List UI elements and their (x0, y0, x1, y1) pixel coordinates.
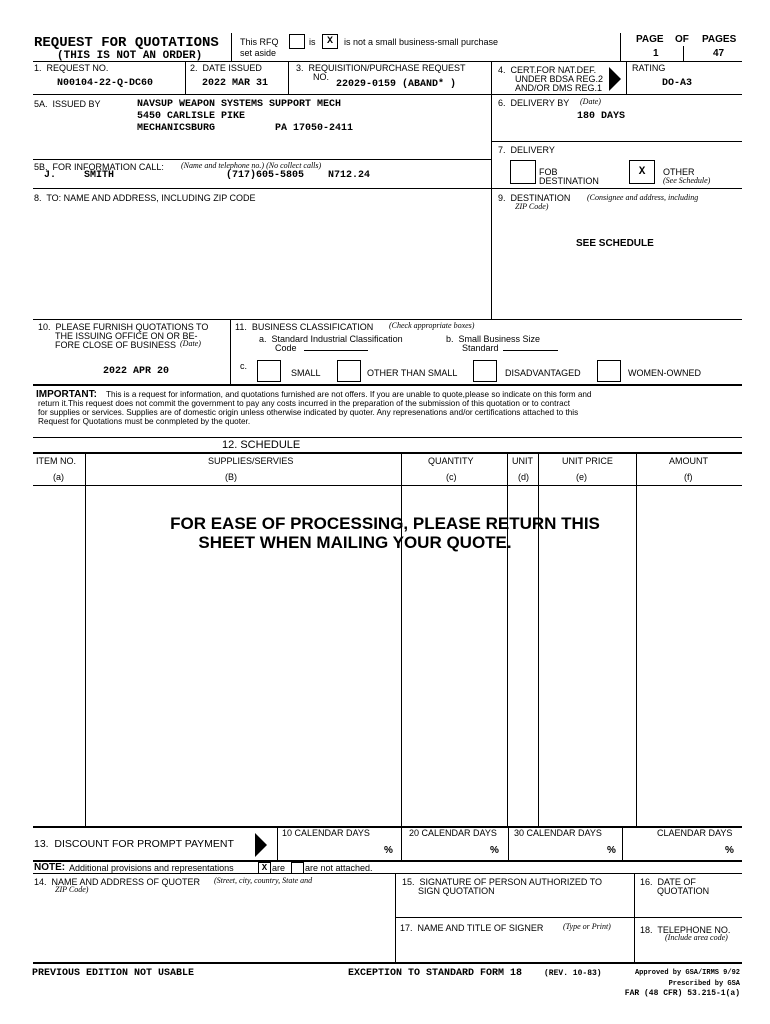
rfq-this-label: This RFQ (240, 37, 279, 47)
furnish-date: 2022 APR 20 (103, 366, 170, 377)
request-no-label: 1. REQUEST NO. (34, 63, 109, 73)
business-class-note: (Check appropriate boxes) (389, 321, 475, 330)
requisition-no-label: NO. (313, 72, 330, 82)
form-revision: (REV. 10-83) (544, 969, 602, 978)
destination: SEE SCHEDULE (576, 238, 654, 249)
column-divider (85, 452, 86, 827)
divider (230, 319, 231, 384)
divider (288, 61, 289, 94)
rule (33, 159, 491, 160)
form-subtitle: (THIS IS NOT AN ORDER) (57, 50, 203, 62)
rating-label: RATING (632, 63, 666, 73)
date-of-quotation-label-2: QUOTATION (657, 886, 710, 896)
column-sub-item-no: (a) (53, 472, 64, 482)
c-label: c. (240, 361, 248, 371)
delivery-by: 180 DAYS (577, 111, 626, 122)
sic-code-label: Code (275, 343, 297, 353)
column-header-amount: AMOUNT (669, 456, 708, 466)
of-label: OF (675, 34, 689, 45)
divider (231, 33, 232, 61)
important-line-1: This is a request for information, and quotations furnished are not offers. If you are unable to quote,please so indicate on this form and (106, 390, 592, 399)
pages-total: 47 (713, 48, 725, 59)
column-divider (636, 452, 637, 827)
pages-label: PAGES (702, 34, 737, 45)
cert-label-3: AND/OR DMS REG.1 (515, 83, 603, 93)
rfq-set-aside-label: set aside (240, 48, 277, 58)
cert-label-1: 4. CERT.FOR NAT.DEF. (498, 65, 597, 75)
divider (491, 61, 492, 319)
rule (395, 917, 742, 918)
signature-label-2: SIGN QUOTATION (418, 886, 495, 896)
are-not-attached-label: are not attached. (305, 863, 373, 873)
rule (33, 188, 742, 189)
info-name-initial: J. (44, 170, 57, 181)
destination-label: 9. DESTINATION (498, 193, 571, 203)
delivery-by-label: 6. DELIVERY BY (498, 98, 570, 108)
delivery-by-note: (Date) (580, 97, 601, 106)
rule (33, 860, 742, 862)
rule (33, 485, 742, 486)
other-label: OTHER (663, 167, 695, 177)
return-notice-line-2: SHEET WHEN MAILING YOUR QUOTE. (198, 533, 512, 552)
small-checkbox[interactable] (257, 360, 281, 382)
issued-by-state-zip: PA 17050-2411 (275, 123, 354, 134)
column-sub-unit: (d) (518, 472, 529, 482)
column-divider (401, 452, 402, 827)
form-name: EXCEPTION TO STANDARD FORM 18 (348, 968, 523, 979)
divider (277, 826, 278, 860)
divider (683, 46, 684, 61)
quoter-label: 14. NAME AND ADDRESS OF QUOTER (34, 877, 201, 887)
page-label: PAGE (636, 34, 664, 45)
signature-label-1: 15. SIGNATURE OF PERSON AUTHORIZED TO (402, 877, 603, 887)
divider (622, 826, 623, 860)
rule (33, 437, 742, 438)
size-standard-label: b. Small Business Size (446, 334, 541, 344)
discount-label: 13. DISCOUNT FOR PROMPT PAYMENT (34, 838, 234, 850)
cert-label-2: UNDER BDSA REG.2 (515, 74, 604, 84)
discount-10-days-label: 10 CALENDAR DAYS (282, 828, 370, 838)
info-extension: N712.24 (328, 170, 371, 181)
fob-destination-label: DESTINATION (539, 176, 599, 186)
quoter-note-1: (Street, city, country, State and (214, 876, 313, 885)
discount-20-days-label: 20 CALENDAR DAYS (409, 828, 497, 838)
column-sub-quantity: (c) (446, 472, 457, 482)
divider (401, 826, 402, 860)
size-standard-sub-label: Standard (462, 343, 499, 353)
column-header-supplies: SUPPLIES/SERVIES (208, 456, 294, 466)
discount-20-days-percent: % (490, 845, 499, 856)
rule (33, 319, 742, 320)
column-sub-unit-price: (e) (576, 472, 587, 482)
sic-label: a. Standard Industrial Classification (259, 334, 403, 344)
business-class-label: 11. BUSINESS CLASSIFICATION (235, 322, 374, 332)
return-notice-line-1: FOR EASE OF PROCESSING, PLEASE RETURN THIS (170, 514, 600, 533)
rfq-is-label: is (309, 37, 316, 47)
date-of-quotation-label-1: 16. DATE OF (640, 877, 696, 887)
rule (33, 61, 742, 62)
issued-by-line-2: 5450 CARLISLE PIKE (137, 111, 246, 122)
other-than-small-checkbox[interactable] (337, 360, 361, 382)
approved-by: Approved by GSA/IRMS 9/92 (634, 969, 740, 977)
date-issued: 2022 MAR 31 (202, 78, 269, 89)
delivery-label: 7. DELIVERY (498, 145, 555, 155)
discount-other-days-percent: % (725, 845, 734, 856)
telephone-label: 18. TELEPHONE NO. (640, 925, 731, 935)
column-header-item-no: ITEM NO. (36, 456, 76, 466)
women-owned-label: WOMEN-OWNED (628, 368, 701, 378)
prescribed-by: Prescribed by GSA (668, 980, 740, 988)
are-label: are (272, 863, 286, 873)
important-line-2: return it.This request does not commit the government to pay any costs incurred in the preparation of the submission of this quotation or to contract (38, 399, 571, 408)
column-header-unit: UNIT (512, 456, 533, 466)
destination-note-1: (Consignee and address, including (587, 193, 699, 202)
destination-note-2: ZIP Code) (515, 202, 549, 211)
furnish-label-3: FORE CLOSE OF BUSINESS (55, 340, 177, 350)
discount-30-days-percent: % (607, 845, 616, 856)
discount-30-days-label: 30 CALENDAR DAYS (514, 828, 602, 838)
rfq-is-not-label: is not a small business-small purchase (344, 37, 499, 47)
divider (626, 61, 627, 94)
arrow-right-icon (255, 833, 267, 857)
other-than-small-label: OTHER THAN SMALL (367, 368, 458, 378)
disadvantaged-label: DISADVANTAGED (505, 368, 581, 378)
issued-by-line-1: NAVSUP WEAPON SYSTEMS SUPPORT MECH (137, 99, 342, 110)
info-name: SMITH (84, 170, 115, 181)
furnish-note: (Date) (180, 339, 201, 348)
sic-code-input[interactable] (304, 350, 368, 351)
issued-by-label: 5A. ISSUED BY (34, 99, 101, 109)
requisition-no: 22029-0159 (ABAND* ) (336, 79, 457, 90)
are-attached-checkbox[interactable]: X (258, 862, 271, 874)
size-standard-input[interactable] (503, 350, 558, 351)
furnish-label-1: 10. PLEASE FURNISH QUOTATIONS TO (38, 322, 209, 332)
not-set-aside-checkbox[interactable]: X (322, 34, 338, 49)
page-number: 1 (653, 48, 659, 59)
other-note: (See Schedule) (663, 176, 711, 185)
column-divider (507, 452, 508, 827)
disadvantaged-checkbox[interactable] (473, 360, 497, 382)
signer-label: 17. NAME AND TITLE OF SIGNER (400, 923, 544, 933)
rule (33, 826, 742, 828)
issued-by-line-3: MECHANICSBURG (137, 123, 216, 134)
rating: DO-A3 (662, 78, 693, 89)
column-sub-amount: (f) (684, 472, 693, 482)
quoter-note-2: ZIP Code) (55, 885, 89, 894)
far-citation: FAR (48 CFR) 53.215-1(a) (624, 989, 740, 998)
note-text: Additional provisions and representations (69, 863, 234, 873)
info-call-note: (Name and telephone no.) (No collect calls) (181, 161, 322, 170)
important-line-3: for supplies or services. Supplies are of domestic origin unless otherwise indicated by quoter. Any represenations and/or certifications attached to this (38, 408, 579, 417)
important-label: IMPORTANT: (36, 389, 97, 400)
rule (491, 141, 742, 142)
fob-label: FOB (539, 167, 558, 177)
rule (33, 962, 742, 964)
rule (33, 873, 742, 874)
arrow-right-icon (609, 67, 621, 91)
info-phone: (717)605-5805 (226, 170, 305, 181)
important-line-4: Request for Quotations must be conmpleted by the quoter. (38, 417, 251, 426)
rule (33, 384, 742, 386)
furnish-label-2: THE ISSUING OFFICE ON OR BE- (55, 331, 198, 341)
column-header-unit-price: UNIT PRICE (562, 456, 613, 466)
telephone-note: (Include area code) (665, 933, 728, 942)
rule (33, 94, 742, 95)
note-label: NOTE: (34, 862, 66, 873)
fob-destination-checkbox[interactable] (510, 160, 536, 184)
women-owned-checkbox[interactable] (597, 360, 621, 382)
column-header-quantity: QUANTITY (428, 456, 474, 466)
requisition-label: 3. REQUISITION/PURCHASE REQUEST (296, 63, 466, 73)
to-name-address-label: 8. TO: NAME AND ADDRESS, INCLUDING ZIP CODE (34, 193, 256, 203)
date-issued-label: 2. DATE ISSUED (190, 63, 262, 73)
discount-10-days-percent: % (384, 845, 393, 856)
set-aside-checkbox[interactable] (289, 34, 305, 49)
column-sub-supplies: (B) (225, 472, 237, 482)
info-call-label: 5B. FOR INFORMATION CALL: (34, 162, 164, 172)
divider (185, 61, 186, 94)
previous-edition-note: PREVIOUS EDITION NOT USABLE (32, 968, 195, 979)
divider (620, 33, 621, 61)
discount-other-days-label: CLAENDAR DAYS (657, 828, 733, 838)
column-divider (538, 452, 539, 827)
signer-note: (Type or Print) (563, 922, 611, 931)
request-no: N00104-22-Q-DC60 (57, 78, 154, 89)
divider (508, 826, 509, 860)
schedule-title: 12. SCHEDULE (222, 439, 301, 451)
other-checkbox[interactable]: X (629, 160, 655, 184)
small-label: SMALL (291, 368, 321, 378)
form-title: REQUEST FOR QUOTATIONS (34, 35, 219, 51)
